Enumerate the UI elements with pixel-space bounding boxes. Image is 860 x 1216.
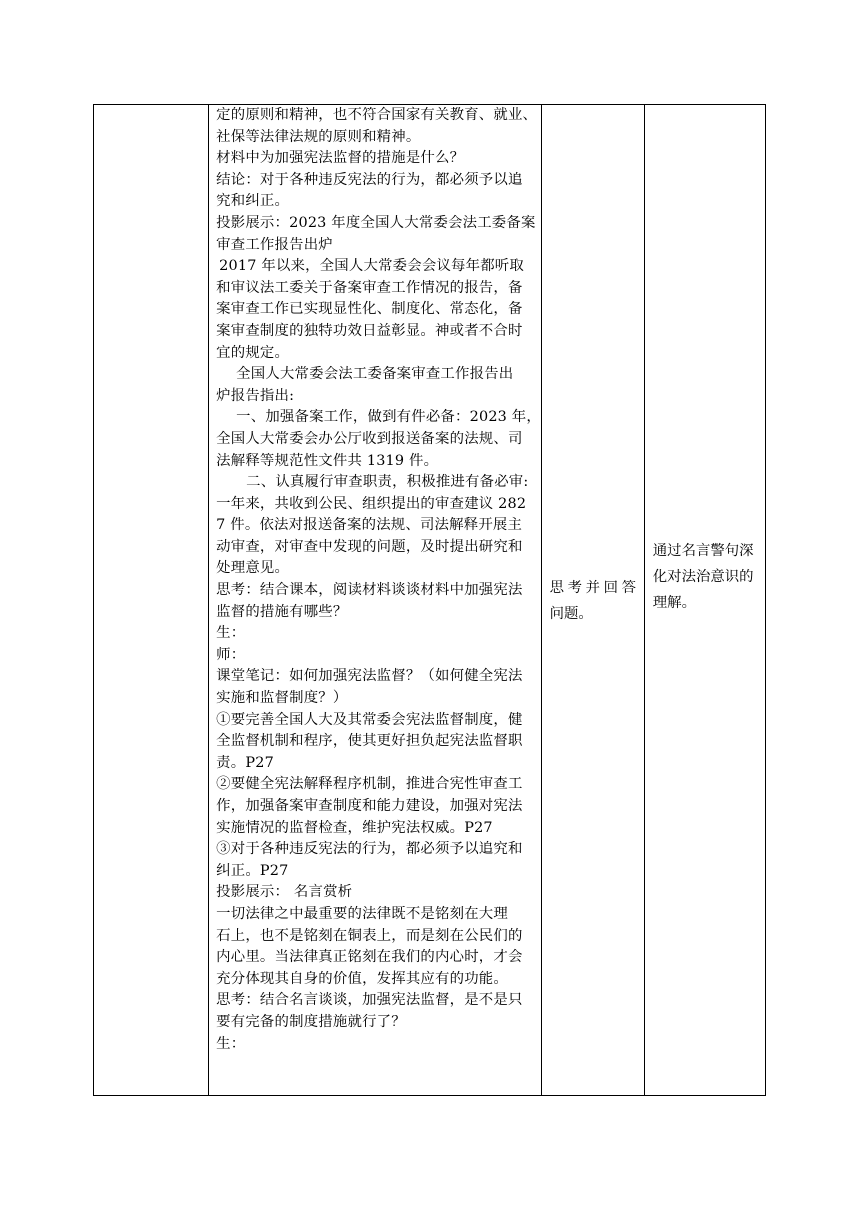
content-line: 全国人大常委会办公厅收到报送备案的法规、司 bbox=[216, 430, 523, 447]
content-line: 责。P27 bbox=[216, 754, 274, 771]
student-activity-line: 问题。 bbox=[549, 605, 593, 622]
content-line: 要有完备的制度措施就行了？ bbox=[216, 1013, 406, 1030]
content-line: 和审议法工委关于备案审查工作情况的报告，备 bbox=[216, 279, 523, 296]
content-line: 生： bbox=[216, 625, 246, 642]
content-line: 一年来，共收到公民、组织提出的审查建议 282 bbox=[216, 495, 527, 512]
teaching-content-cell bbox=[209, 105, 541, 1096]
content-line: 纠正。P27 bbox=[216, 862, 289, 879]
content-line: 一、加强备案工作，做到有件必备：2023 年， bbox=[236, 409, 541, 426]
content-line: 实施情况的监督检查，维护宪法权威。P27 bbox=[216, 819, 493, 836]
content-line: 投影展示： 名言赏析 bbox=[216, 884, 353, 901]
content-line: 全国人大常委会法工委备案审查工作报告出 bbox=[236, 366, 514, 383]
content-line: 结论：对于各种违反宪法的行为，都必须予以追 bbox=[216, 171, 523, 188]
content-line: 宜的规定。 bbox=[216, 344, 290, 361]
content-line: 定的原则和精神，也不符合国家有关教育、就业、 bbox=[216, 107, 538, 123]
content-line: 实施和监督制度？） bbox=[216, 690, 348, 707]
content-line: 究和纠正。 bbox=[216, 193, 290, 210]
content-line: 思考：结合名言谈谈，加强宪法监督，是不是只 bbox=[216, 992, 523, 1009]
design-intent-line: 理解。 bbox=[652, 595, 696, 611]
lesson-plan-table bbox=[93, 104, 766, 1096]
design-intent-line: 通过名言警句深 bbox=[652, 543, 754, 559]
content-line: 作，加强备案审查制度和能力建设，加强对宪法 bbox=[216, 798, 523, 814]
content-line: ①要完善全国人大及其常委会宪法监督制度，健 bbox=[216, 711, 523, 728]
content-line: 充分体现其自身的价值，发挥其应有的功能。 bbox=[216, 970, 508, 987]
content-line: 炉报告指出: bbox=[216, 387, 295, 404]
content-line: ③对于各种违反宪法的行为，都必须予以追究和 bbox=[216, 841, 523, 858]
student-activity-line: 思考并回答 bbox=[549, 579, 640, 596]
student-activity-cell bbox=[541, 105, 644, 1096]
design-intent-line: 化对法治意识的 bbox=[652, 569, 754, 585]
content-line: 处理意见。 bbox=[216, 560, 290, 577]
content-line: 生： bbox=[216, 1035, 246, 1052]
content-line: 法解释等规范性文件共 1319 件。 bbox=[216, 452, 439, 469]
content-line: 内心里。当法律真正铭刻在我们的内心时，才会 bbox=[216, 949, 523, 966]
content-line: 全监督机制和程序，使其更好担负起宪法监督职 bbox=[216, 733, 523, 750]
content-line: 案审查工作已实现显性化、制度化、常态化，备 bbox=[216, 301, 523, 318]
content-line: 社保等法律法规的原则和精神。 bbox=[216, 128, 421, 145]
table-row bbox=[94, 105, 766, 1096]
content-line: 石上，也不是铭刻在铜表上，而是刻在公民们的 bbox=[216, 927, 523, 944]
content-line: 材料中为加强宪法监督的措施是什么？ bbox=[216, 150, 465, 167]
content-line: 动审查，对审查中发现的问题，及时提出研究和 bbox=[216, 538, 523, 555]
content-line: 监督的措施有哪些？ bbox=[216, 603, 348, 620]
content-line: 课堂笔记：如何加强宪法监督？（如何健全宪法 bbox=[216, 668, 523, 685]
content-line: 7 件。依法对报送备案的法规、司法解释开展主 bbox=[216, 517, 523, 534]
content-line: 思考：结合课本，阅读材料谈谈材料中加强宪法 bbox=[216, 582, 523, 599]
design-intent-cell bbox=[644, 105, 765, 1096]
content-line: 二、认真履行审查职责，积极推进有备必审: bbox=[246, 474, 529, 491]
section-cell bbox=[94, 105, 209, 1096]
content-line: 审查工作报告出炉 bbox=[216, 236, 333, 253]
content-line: 案审查制度的独特功效日益彰显。神或者不合时 bbox=[216, 322, 523, 339]
content-line: 投影展示：2023 年度全国人大常委会法工委备案 bbox=[216, 214, 536, 231]
content-line: 一切法律之中最重要的法律既不是铭刻在大理 bbox=[216, 905, 508, 922]
content-line: 2017 年以来，全国人大常委会会议每年都听取 bbox=[219, 258, 524, 275]
content-line: ②要健全宪法解释程序机制，推进合宪性审查工 bbox=[216, 776, 523, 793]
content-line: 师： bbox=[216, 646, 246, 663]
